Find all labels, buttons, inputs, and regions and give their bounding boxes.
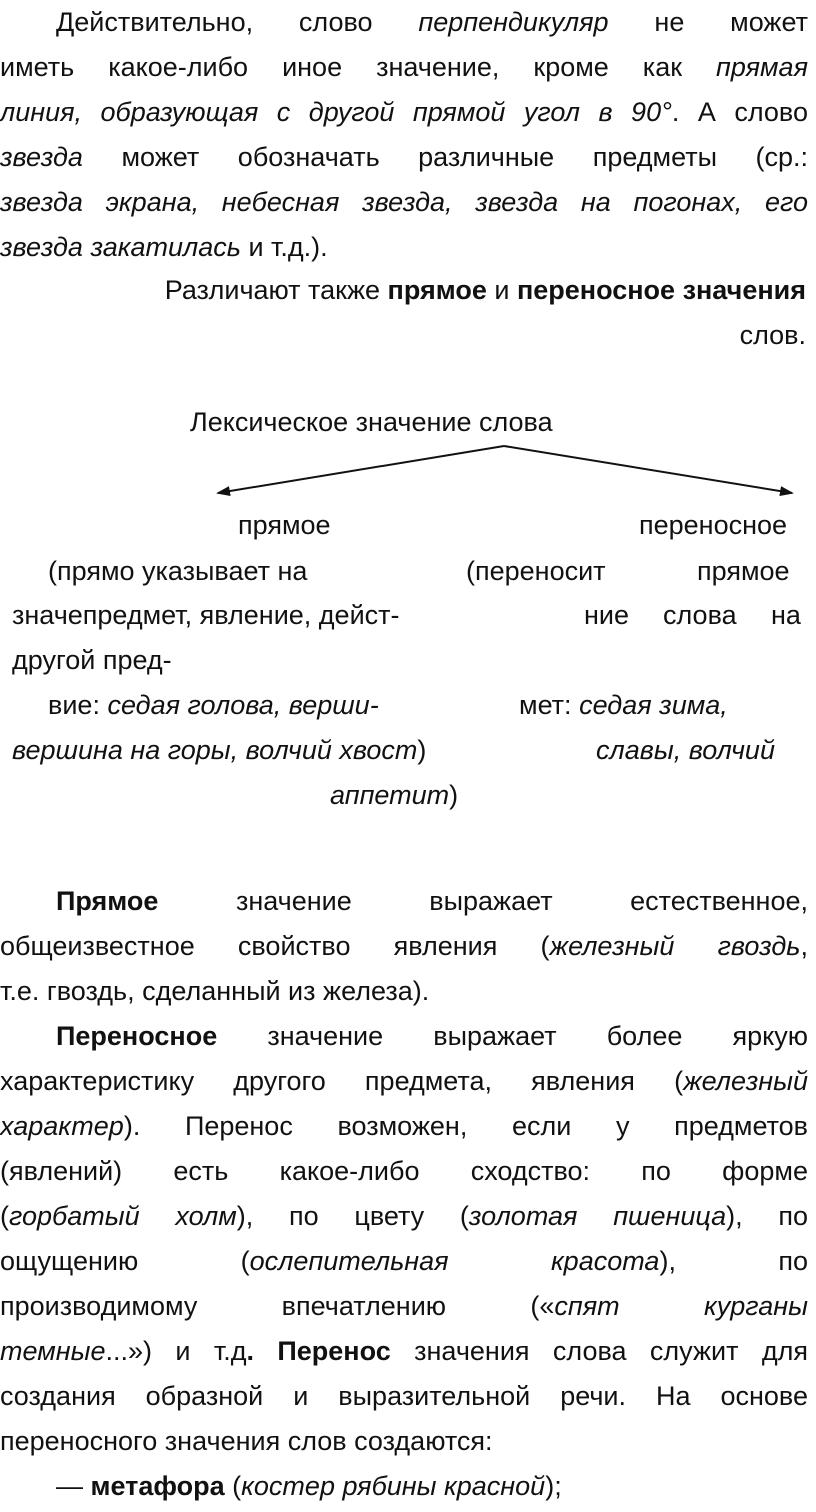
text-line [0, 1104, 808, 1149]
text-span: ), по [726, 1201, 809, 1231]
text-span: мет: [519, 690, 580, 720]
paragraph-1 [0, 0, 808, 270]
right-row-2b: слова [663, 600, 737, 630]
italic-term: линия, образующая с другой прямой угол в 90° [0, 97, 672, 127]
text-span: и [486, 275, 517, 305]
text-span: не может [608, 7, 808, 37]
paragraph-2 [0, 268, 808, 358]
left-heading: прямое [238, 510, 331, 540]
italic-term: золотая пшеница [468, 1201, 727, 1231]
text-span: значение выражает более яркую [217, 1021, 808, 1051]
left-row-4 [48, 683, 379, 728]
right-row-2a: ние [584, 600, 630, 630]
paragraph-3 [0, 879, 808, 1014]
italic-term: красота [550, 1246, 660, 1276]
right-row-4 [519, 683, 728, 728]
bold-term: . Перенос [246, 1336, 391, 1366]
right-row-2c: на [771, 600, 801, 630]
italic-term: седая зима, [579, 690, 728, 720]
arrow-right [504, 446, 792, 493]
list-item-metaphor [0, 1464, 808, 1509]
text-span: , [800, 931, 808, 961]
text-line [0, 1059, 808, 1104]
right-row-5: славы, волчий [596, 735, 775, 765]
arrow-left [218, 446, 504, 493]
text-span: — [56, 1471, 91, 1501]
italic-term: прямая [716, 52, 808, 82]
text-span: ). Перенос возможен, если у предметов [123, 1111, 808, 1141]
italic-term: горбатый холм [9, 1201, 237, 1231]
text-line [0, 135, 808, 180]
italic-term: курганы [703, 1291, 808, 1321]
text-span: создания образной и выразительной речи. На основе [0, 1381, 808, 1411]
text-span: переносного значения слов создаются: [0, 1426, 493, 1456]
center-row-6 [330, 773, 458, 818]
right-heading: переносное [639, 510, 788, 540]
italic-term: спят [554, 1291, 620, 1321]
text-span: ( [240, 1246, 250, 1276]
text-span: ) [449, 780, 459, 810]
text-span: выражает [429, 886, 553, 916]
text-span: по [778, 1246, 808, 1276]
text-span: общеизвестное свойство явления ( [0, 931, 550, 961]
text-line [0, 225, 808, 270]
text-line [0, 1329, 808, 1374]
text-span [551, 1246, 676, 1276]
text-span [530, 1291, 619, 1321]
text-span: иметь какое-либо иное значение, кроме как [0, 52, 717, 82]
italic-term: перпендикуляр [418, 7, 609, 37]
italic-term: железный [683, 1066, 808, 1096]
text-span: ( [224, 1471, 242, 1501]
italic-term: костер рябины красной [241, 1471, 546, 1501]
text-span: значение [235, 886, 352, 916]
text-span: вие: [48, 690, 108, 720]
italic-term: характер [0, 1111, 124, 1141]
text-line [0, 879, 808, 924]
left-row-5 [12, 728, 426, 773]
italic-term: звезда экрана, небесная звезда, звезда на погонах, его [0, 187, 808, 217]
text-line [0, 1419, 808, 1464]
text-line [0, 1239, 808, 1284]
text-line [0, 969, 808, 1014]
text-line [0, 90, 808, 135]
text-span: ощущению [0, 1246, 139, 1276]
italic-term: ослепительная [249, 1246, 449, 1276]
text-span: естественное, [630, 886, 808, 916]
text-line [0, 45, 808, 90]
text-span: . А слово [671, 97, 808, 127]
left-row-3: другой пред- [12, 645, 172, 675]
italic-term: вершина на горы, волчий хвост [12, 735, 418, 765]
paragraph-4 [0, 1014, 808, 1464]
text-span: (явлений) есть какое-либо сходство: по форме [0, 1156, 808, 1186]
bold-term: прямое [387, 275, 487, 305]
left-row-2: значепредмет, явление, дейст- [12, 600, 400, 630]
italic-term: темные [0, 1336, 106, 1366]
text-span: Различают также [164, 275, 388, 305]
text-span: слов. [739, 320, 806, 350]
italic-term: аппетит [330, 780, 450, 810]
text-span: ) [417, 735, 427, 765]
text-span [241, 1246, 449, 1276]
text-line [0, 1194, 808, 1239]
text-span: ), [659, 1246, 676, 1276]
text-span: ( [0, 1201, 9, 1231]
text-line [0, 1284, 808, 1329]
bold-term: Прямое [56, 886, 159, 916]
text-span: ...») и т.д [105, 1336, 247, 1366]
italic-term: звезда [0, 142, 83, 172]
text-span: характеристику другого предмета, явления ( [0, 1066, 684, 1096]
text-line [0, 180, 808, 225]
text-span: и т.д.). [240, 232, 328, 262]
text-span: Действительно, слово [56, 7, 419, 37]
text-span: может обозначать различные предметы (ср.: [82, 142, 808, 172]
text-line [0, 268, 808, 313]
text-span: значения слова служит для [390, 1336, 808, 1366]
text-line [0, 1374, 808, 1419]
text-line [0, 1464, 808, 1509]
text-line [0, 1014, 808, 1059]
italic-term: звезда закатилась [0, 232, 241, 262]
text-line [0, 0, 808, 45]
bold-term: метафора [90, 1471, 225, 1501]
text-span: ), по цвету ( [236, 1201, 469, 1231]
right-row-1a: (переносит [466, 556, 606, 586]
text-span: производимому [0, 1291, 198, 1321]
text-span: впечатлению [281, 1291, 447, 1321]
italic-term: седая голова, верши- [107, 690, 379, 720]
text-line [0, 924, 808, 969]
bold-term: переносное значения [516, 275, 806, 305]
left-row-1: (прямо указывает на [48, 556, 308, 586]
text-span: (« [530, 1291, 555, 1321]
bold-term: Переносное [56, 1021, 218, 1051]
text-span: т.е. гвоздь, сделанный из железа). [0, 976, 430, 1006]
diagram-title: Лексическое значение слова [190, 407, 553, 437]
text-span: ); [545, 1471, 562, 1501]
right-row-1b: прямое [697, 556, 790, 586]
text-line [0, 1149, 808, 1194]
italic-term: железный гвоздь [549, 931, 801, 961]
text-line [0, 313, 808, 358]
